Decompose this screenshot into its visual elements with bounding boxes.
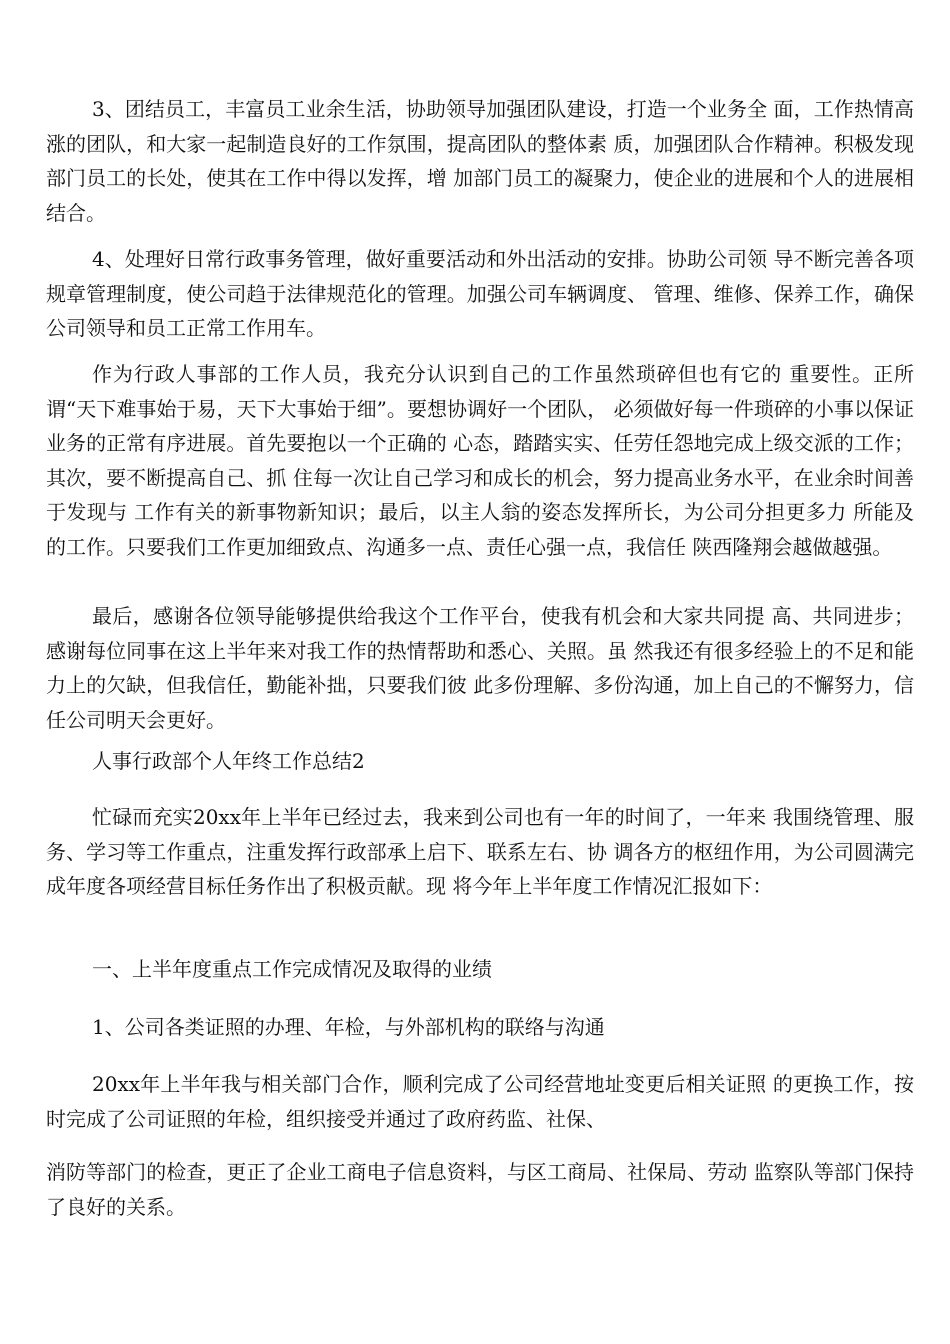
- paragraph-inspections: 消防等部门的检查，更正了企业工商电子信息资料，与区工商局、社保局、劳动 监察队等部门保持了良好的关系。: [46, 1160, 914, 1219]
- paragraph-license-work: 20xx年上半年我与相关部门合作，顺利完成了公司经营地址变更后相关证照 的更换工作，按时完成了公司证照的年检，组织接受并通过了政府药监、社保、: [46, 1072, 914, 1131]
- paragraph-thanks: 最后，感谢各位领导能够提供给我这个工作平台，使我有机会和大家共同提 高、共同进步；感谢每位同事在这上半年来对我工作的热情帮助和悉心、关照。虽 然我还有很多经验上的不足和能力上的欠缺，但我信任，勤能补拙，只要我们彼 此多份理解、多份沟通，加上自己的不懈努力，信任公司明天会更好。: [46, 604, 914, 732]
- paragraph-half-year-intro: 忙碌而充实20xx年上半年已经过去，我来到公司也有一年的时间了，一年来 我围绕管理、服务、学习等工作重点，注重发挥行政部承上启下、联系左右、协 调各方的枢纽作用，为公司圆满完成年度各项经营目标任务作出了积极贡献。现 将今年上半年度工作情况汇报如下：: [46, 805, 914, 898]
- paragraph-admin-affairs: 4、处理好日常行政事务管理，做好重要活动和外出活动的安排。协助公司领 导不断完善各项规章管理制度，使公司趋于法律规范化的管理。加强公司车辆调度、 管理、维修、保养工作，确保公司领导和员工正常工作用车。: [46, 247, 914, 340]
- heading-licenses-liaison: 1、公司各类证照的办理、年检，与外部机构的联络与沟通: [92, 1015, 605, 1039]
- section-title-summary-2: 人事行政部个人年终工作总结2: [92, 749, 365, 773]
- paragraph-team-building: 3、团结员工，丰富员工业余生活，协助领导加强团队建设，打造一个业务全 面，工作热情高涨的团队，和大家一起制造良好的工作氛围，提高团队的整体素 质，加强团队合作精神。积极发现部门员工的长处，使其在工作中得以发挥，增 加部门员工的凝聚力，使企业的进展和个人的进展相结合。: [46, 97, 914, 225]
- paragraph-work-attitude: 作为行政人事部的工作人员，我充分认识到自己的工作虽然琐碎但也有它的 重要性。正所谓“天下难事始于易，天下大事始于细”。要想协调好一个团队， 必须做好每一件琐碎的小事以保证业务的正常有序进展。首先要抱以一个正确的 心态，踏踏实实、任劳任怨地完成上级交派的工作；其次，要不断提高自己、抓 住每一次让自己学习和成长的机会，努力提高业务水平，在业余时间善于发现与 工作有关的新事物新知识；最后，以主人翁的姿态发挥所长，为公司分担更多力 所能及的工作。只要我们工作更加细致点、沟通多一点、责任心强一点，我信任 陕西隆翔会越做越强。: [46, 362, 914, 559]
- heading-key-work-results: 一、上半年度重点工作完成情况及取得的业绩: [92, 957, 492, 981]
